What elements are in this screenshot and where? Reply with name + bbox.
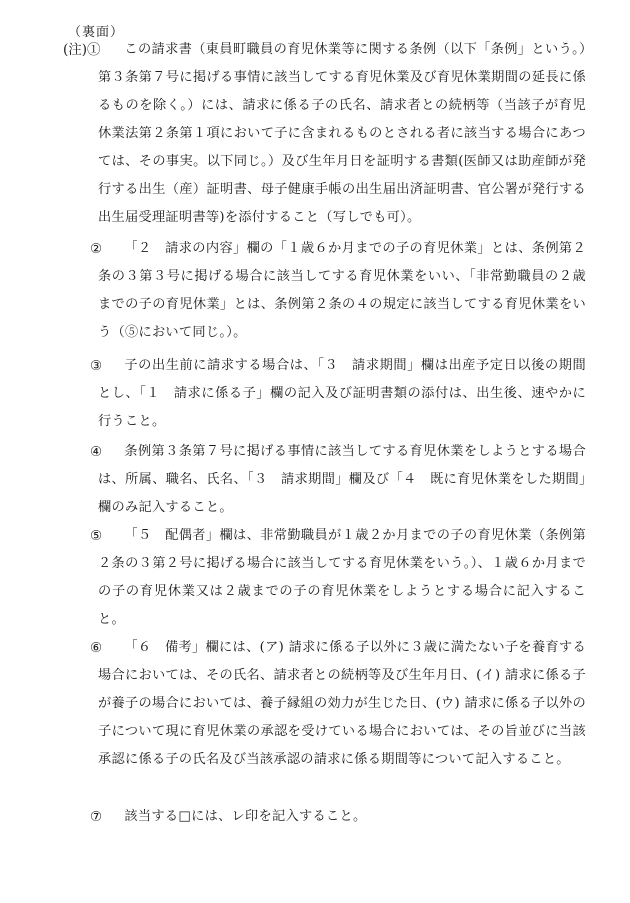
note-marker: ④ [90,444,103,460]
note-marker: (注)① [63,42,101,58]
note-text: 「５ 配偶者」欄は、非常勤職員が１歳２か月までの子の育児休業（条例第２条の３第２号に掲げる場合に該当してする育児休業をいう。）、１歳６か月までの子の育児休業又は２歳までの子の育児休業をしようとする場合に記入すること。 [98,528,586,627]
note-marker: ③ [90,358,103,374]
note-text: 「２ 請求の内容」欄の「１歳６か月までの子の育児休業」とは、条例第２条の３第３号に掲げる場合に該当してする育児休業をいい、「非常勤職員の２歳までの子の育児休業」とは、条例第２条の４の規定に該当してする育児休業をいう（⑤において同じ。）。 [98,241,586,340]
note-text: 条例第３条第７号に掲げる事情に該当してする育児休業をしようとする場合は、所属、職名、氏名、「３ 請求期間」欄及び「４ 既に育児休業をした期間」欄のみ記入すること。 [98,444,586,515]
note-text: この請求書（東員町職員の育児休業等に関する条例（以下「条例」という。）第３条第７号に掲げる事情に該当してする育児休業及び育児休業期間の延長に係るものを除く。）には、請求に係る子の氏名、請求者との続柄等（当該子が育児休業法第２条第１項において子に含まれるものとされる者に該当する場合にあつては、その事実。以下同じ。）及び生年月日を証明する書類(医師又は助産師が発行する出生（産）証明書、母子健康手帳の出生届出済証明書、官公署が発行する出生届受理証明書等)を添付すること（写しでも可）。 [98,42,586,225]
note-text: 子の出生前に請求する場合は、「３ 請求期間」欄は出産予定日以後の期間とし、「１ 請求に係る子」欄の記入及び証明書類の添付は、出生後、速やかに行うこと。 [98,358,586,429]
note-text: 「６ 備考」欄には、(ア) 請求に係る子以外に３歳に満たない子を養育する場合においては、その氏名、請求者との続柄等及び生年月日、(イ) 請求に係る子が養子の場合においては、養子縁組の効力が生じた日、(ウ) 請求に係る子以外の子について現に育児休業の承認を受けている場合においては、その旨並びに当該承認に係る子の氏名及び当該承認の請求に係る期間等について記入すること。 [98,640,586,767]
note-marker: ② [90,241,103,257]
note-marker: ⑤ [90,528,103,544]
note-marker: ⑥ [90,640,103,656]
page-title: （裏面） [68,25,125,40]
note-text: 該当する□には、レ印を記入すること。 [124,809,367,824]
note-marker: ⑦ [90,809,103,825]
